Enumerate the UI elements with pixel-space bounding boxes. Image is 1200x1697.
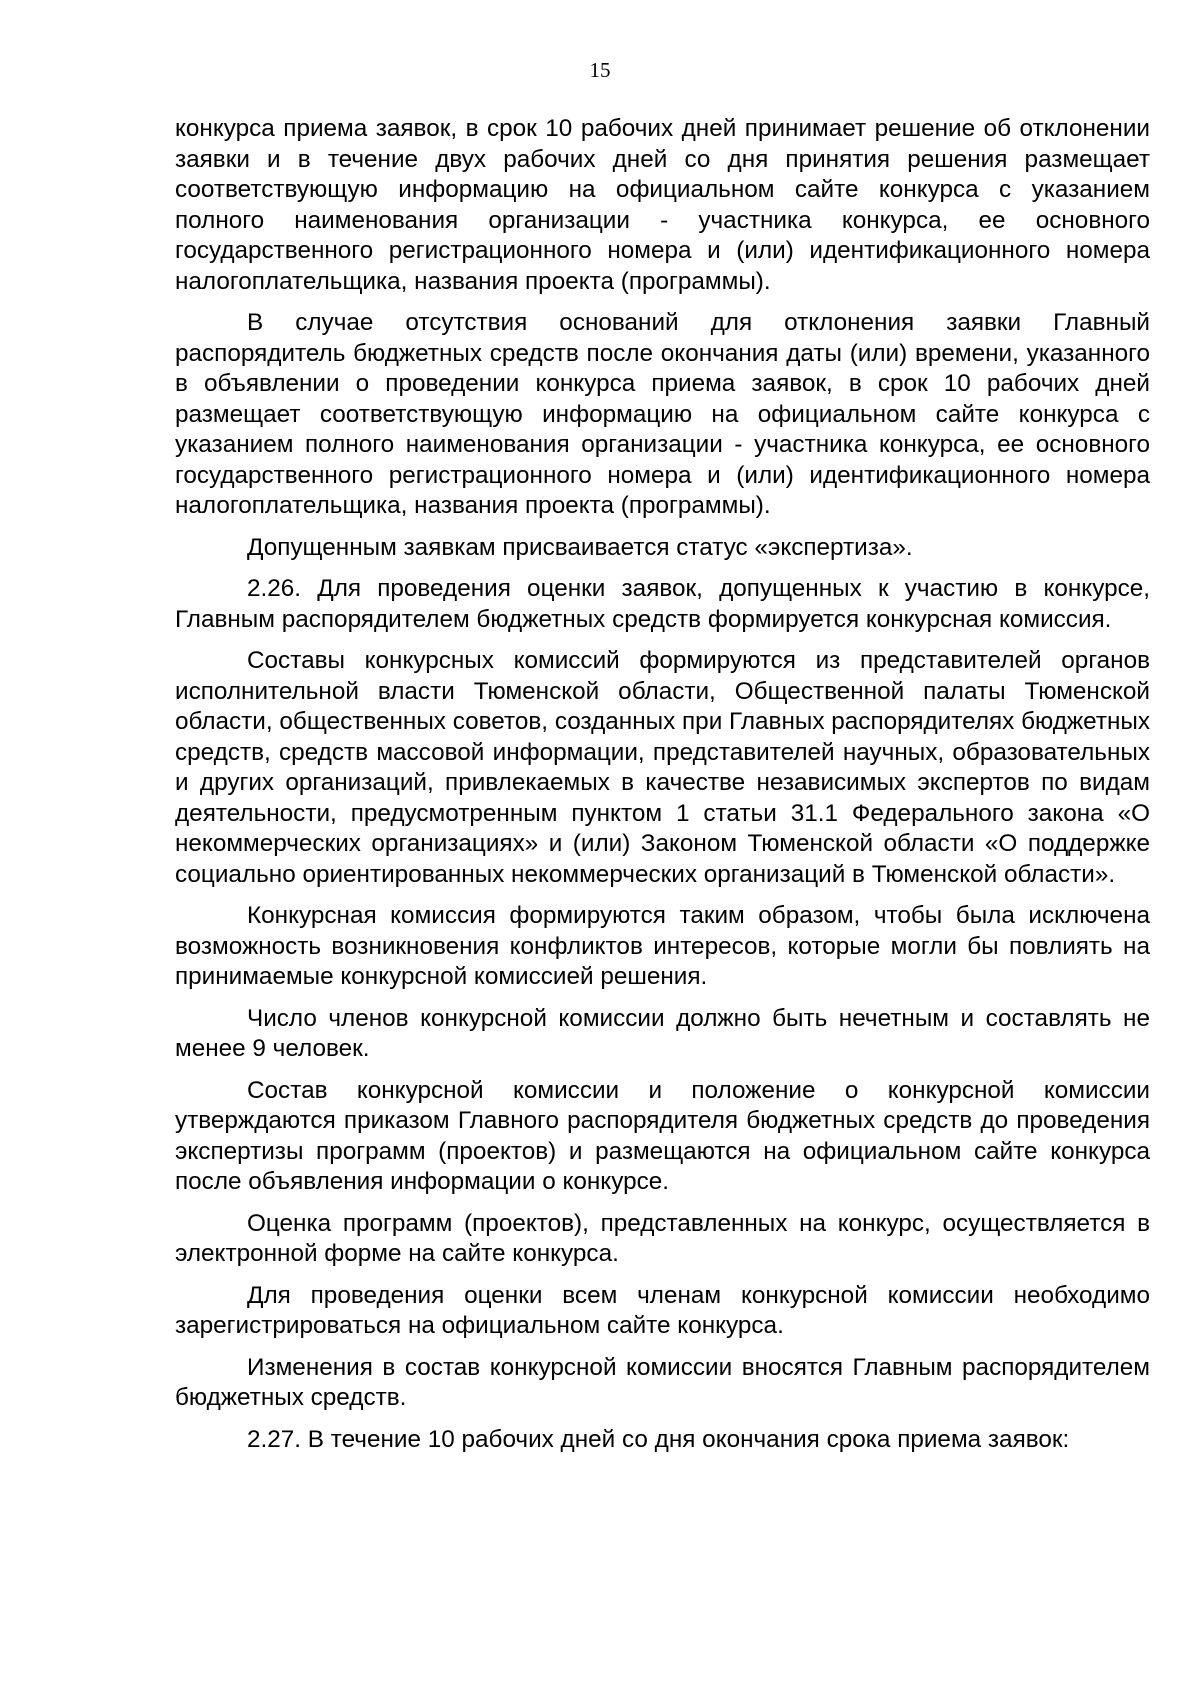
page-number: 15	[589, 58, 611, 82]
paragraph-clause-2-27: 2.27. В течение 10 рабочих дней со дня окончания срока приема заявок:	[247, 1425, 1070, 1453]
paragraph: Конкурсная комиссия формируются таким образом, чтобы была исключена возможность возникновения конфликтов интересов, которые могли бы повлиять на принимаемые конкурсной комиссией решения.	[175, 902, 1150, 990]
paragraph: Число членов конкурсной комиссии должно быть нечетным и составлять не менее 9 человек.	[175, 1004, 1150, 1062]
paragraph: Допущенным заявкам присваивается статус «экспертиза».	[247, 533, 913, 561]
paragraph: Составы конкурсных комиссий формируются из представителей органов исполнительной власти Тюменской области, Общественной палаты Тюменской области, общественных советов, созданных при Главных распорядителях бюджетных средств, средств массовой информации, представителей научных, образовательных и других организаций, привлекаемых в качестве независимых экспертов по видам деятельности, предусмотренным пунктом 1 статьи 31.1 Федерального закона «О некоммерческих организациях» и (или) Законом Тюменской области «О поддержке социально ориентированных некоммерческих организаций в Тюменской области».	[175, 647, 1150, 888]
paragraph: Состав конкурсной комиссии и положение о конкурсной комиссии утверждаются приказом Главного распорядителя бюджетных средств до проведения экспертизы программ (проектов) и размещаются на официальном сайте конкурса после объявления информации о конкурсе.	[175, 1076, 1150, 1195]
paragraph: В случае отсутствия оснований для отклонения заявки Главный распорядитель бюджетных средств после окончания даты (или) времени, указанного в объявлении о проведении конкурса приема заявок, в срок 10 рабочих дней размещает соответствующую информацию на официальном сайте конкурса с указанием полного наименования организации - участника конкурса, ее основного государственного регистрационного номера и (или) идентификационного номера налогоплательщика, названия проекта (программы).	[175, 309, 1150, 519]
paragraph: Изменения в состав конкурсной комиссии вносятся Главным распорядителем бюджетных средств.	[175, 1353, 1150, 1411]
paragraph: Для проведения оценки всем членам конкурсной комиссии необходимо зарегистрироваться на официальном сайте конкурса.	[175, 1281, 1150, 1339]
paragraph-clause-2-26: 2.26. Для проведения оценки заявок, допущенных к участию в конкурсе, Главным распорядителем бюджетных средств формируется конкурсная комиссия.	[175, 575, 1150, 633]
document-body	[175, 114, 1150, 1466]
paragraph-continuation: конкурса приема заявок, в срок 10 рабочих дней принимает решение об отклонении заявки и в течение двух рабочих дней со дня принятия решения размещает соответствующую информацию на официальном сайте конкурса с указанием полного наименования организации - участника конкурса, ее основного государственного регистрационного номера и (или) идентификационного номера налогоплательщика, названия проекта (программы).	[175, 115, 1150, 295]
paragraph: Оценка программ (проектов), представленных на конкурс, осуществляется в электронной форме на сайте конкурса.	[175, 1209, 1150, 1267]
